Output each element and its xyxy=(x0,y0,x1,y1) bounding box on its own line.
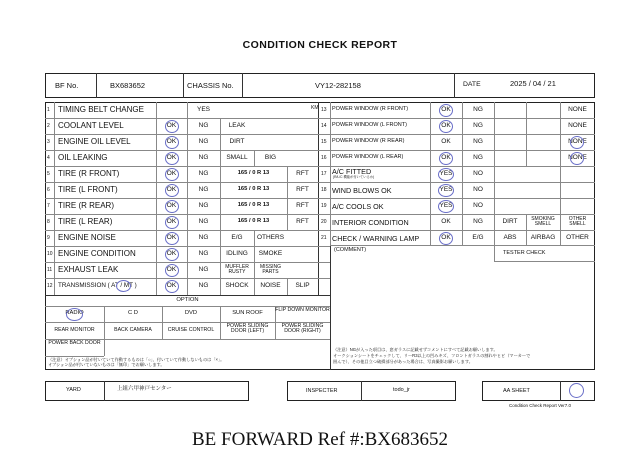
row-number: 11 xyxy=(47,267,53,273)
ng-option: E/G xyxy=(472,234,484,241)
check-item-label: POWER WINDOW (L FRONT) xyxy=(332,122,407,128)
ok-option: YES xyxy=(439,186,453,193)
check-item-sublabel: (R/L/C 機能が付いているか) xyxy=(333,175,375,179)
tire-size-value: 165 / 0 R 13 xyxy=(237,202,270,208)
tire-size-value: 165 / 0 R 13 xyxy=(237,186,270,192)
row-number: 6 xyxy=(47,187,50,193)
inspecter-value: todo_jr xyxy=(393,387,410,393)
option-item: SUN ROOF xyxy=(232,310,263,316)
ok-option: OK xyxy=(441,138,451,145)
ok-selected-circle xyxy=(165,264,179,277)
ng-option: YES xyxy=(196,106,210,113)
row-number: 20 xyxy=(321,219,327,225)
ok-option: OK xyxy=(166,154,177,161)
ok-selected-circle xyxy=(439,232,453,245)
defect-option: SMALL xyxy=(226,154,248,161)
ok-selected-circle xyxy=(165,184,179,197)
aa-sheet-circle-mark xyxy=(569,383,584,398)
chassis-label: CHASSIS No. xyxy=(187,81,234,90)
tester-check-label: TESTER CHECK xyxy=(503,250,546,256)
option-note-2: オプション品が付いていないものは「無印」でお願いします。 xyxy=(48,362,165,367)
ok-selected-circle xyxy=(439,120,453,133)
date-value: 2025 / 04 / 21 xyxy=(510,79,556,88)
ng-note-1: （注意）NGが入った項目は、窓ガラスに記載せずコメントにすべて記載お願いします。 xyxy=(333,347,498,352)
ng-option: NG xyxy=(198,202,209,209)
ng-option: NG xyxy=(198,170,209,177)
defect-option: OTHER xyxy=(566,234,589,241)
ok-option: OK xyxy=(166,202,177,209)
row-number: 16 xyxy=(321,155,327,161)
defect-option: ABS xyxy=(503,234,517,241)
defect-option: LEAK xyxy=(228,122,246,129)
check-item-label: TRANSMISSION ( AT / MT ) xyxy=(58,282,137,289)
check-item-label: POWER WINDOW (L REAR) xyxy=(332,154,404,160)
none-selected-circle xyxy=(570,136,584,149)
row-number: 15 xyxy=(321,139,327,145)
row-number: 1 xyxy=(47,107,50,113)
option-item: POWER BACK DOOR xyxy=(48,340,101,346)
comment-label: (COMMENT) xyxy=(334,247,367,253)
none-option: NONE xyxy=(568,138,587,145)
option-item: CRUISE CONTROL xyxy=(167,327,215,333)
version-label: Condition Check Report Ver7.0 xyxy=(509,403,572,408)
ok-selected-circle xyxy=(165,136,179,149)
check-item-label: POWER WINDOW (R FRONT) xyxy=(332,106,409,112)
defect-option: SMOKE xyxy=(258,250,283,257)
ng-option: NG xyxy=(198,122,209,129)
option-item: DVD xyxy=(184,310,198,316)
row-number: 17 xyxy=(321,171,327,177)
ok-selected-circle xyxy=(165,248,179,261)
ok-option: OK xyxy=(166,170,177,177)
check-item-label: WIND BLOWS OK xyxy=(332,186,392,195)
ok-selected-circle xyxy=(165,216,179,229)
at-selected-circle xyxy=(116,280,131,292)
ok-option: OK xyxy=(166,186,177,193)
ng-option: NG xyxy=(198,218,209,225)
check-item-label: COOLANT LEVEL xyxy=(58,121,124,130)
none-option: NONE xyxy=(568,154,587,161)
ng-option: NG xyxy=(198,250,209,257)
ok-option: OK xyxy=(166,138,177,145)
row-number: 5 xyxy=(47,171,50,177)
ok-selected-circle xyxy=(439,152,453,165)
ok-option: OK xyxy=(441,122,451,129)
defect-option: AIRBAG xyxy=(530,234,556,241)
defect-option: OTHERS xyxy=(256,234,285,241)
option-item: POWER SLIDING DOOR (RIGHT) xyxy=(281,323,324,335)
bf-no-label: BF No. xyxy=(55,81,79,90)
inspecter-label: INSPECTER xyxy=(306,388,338,394)
option-item: REAR MONITOR xyxy=(54,327,95,333)
check-item-label: OIL LEAKING xyxy=(58,153,108,162)
check-item-label: A/C FITTED xyxy=(332,167,372,176)
row-number: 3 xyxy=(47,139,50,145)
option-item: BACK CAMERA xyxy=(114,327,152,333)
check-item-label: ENGINE OIL LEVEL xyxy=(58,137,131,146)
row-number: 7 xyxy=(47,203,50,209)
ok-option: OK xyxy=(166,218,177,225)
check-item-label: TIRE (L REAR) xyxy=(58,217,113,226)
option-item: RADIO xyxy=(65,310,84,316)
defect-option: RFT xyxy=(296,186,309,193)
option-item: C D xyxy=(128,310,138,316)
yes-selected-circle xyxy=(438,168,454,181)
option-item: FLIP DOWN MONITOR xyxy=(275,307,330,313)
option-header: OPTION xyxy=(176,297,199,303)
yard-label: YARD xyxy=(66,387,81,393)
ok-selected-circle xyxy=(165,120,179,133)
ng-option: NG xyxy=(198,282,209,289)
row-number: 9 xyxy=(47,235,50,241)
ok-option: OK xyxy=(166,234,177,241)
ok-option: OK xyxy=(441,218,451,225)
ok-option: OK xyxy=(441,106,451,113)
defect-option: MUFFLER RUSTY xyxy=(225,264,249,276)
ok-option: OK xyxy=(441,234,451,241)
row-number: 4 xyxy=(47,155,50,161)
check-item-label: EXHAUST LEAK xyxy=(58,265,119,274)
yes-selected-circle xyxy=(438,200,454,213)
ok-selected-circle xyxy=(165,280,179,293)
tire-size-value: 165 / 0 R 13 xyxy=(237,218,270,224)
defect-option: RFT xyxy=(296,170,309,177)
defect-option: MISSING PARTS xyxy=(259,264,282,276)
check-item-label: TIRE (R REAR) xyxy=(58,201,114,210)
defect-option: DIRT xyxy=(502,218,518,225)
ok-option: OK xyxy=(166,250,177,257)
defect-option: NOISE xyxy=(260,282,281,289)
check-item-label: ENGINE NOISE xyxy=(58,233,116,242)
watermark-ref: BE FORWARD Ref #:BX683652 xyxy=(192,429,448,450)
ok-option: OK xyxy=(166,282,177,289)
row-number: 12 xyxy=(47,283,53,289)
row-number: 19 xyxy=(321,203,327,209)
aa-sheet-label: AA SHEET xyxy=(503,388,530,394)
ng-option: NG xyxy=(198,154,209,161)
defect-option: SMOKING SMELL xyxy=(531,216,555,228)
ok-selected-circle xyxy=(165,200,179,213)
row-number: 13 xyxy=(321,107,327,113)
ng-option: NG xyxy=(198,186,209,193)
report-title: CONDITION CHECK REPORT xyxy=(242,39,398,51)
defect-option: IDLING xyxy=(226,250,248,257)
yes-selected-circle xyxy=(438,184,454,197)
radio-selected-circle xyxy=(66,308,83,321)
ng-note-3: 囲んで）、その他目立つ破損部分があった場合は、写真撮影お願いします。 xyxy=(333,359,473,364)
check-item-label: POWER WINDOW (R REAR) xyxy=(332,138,405,144)
ng-option: NG xyxy=(198,266,209,273)
defect-option: SLIP xyxy=(295,282,310,289)
defect-option: E/G xyxy=(231,234,243,241)
ng-option: NO xyxy=(473,186,483,193)
check-item-label: ENGINE CONDITION xyxy=(58,249,136,258)
row-number: 8 xyxy=(47,219,50,225)
ok-option: OK xyxy=(166,122,177,129)
check-item-label: TIRE (L FRONT) xyxy=(58,185,118,194)
row-number: 14 xyxy=(321,123,327,129)
row-number: 21 xyxy=(321,235,327,241)
ok-selected-circle xyxy=(165,232,179,245)
ng-option: NG xyxy=(198,234,209,241)
ok-option: OK xyxy=(441,154,451,161)
check-item-label: CHECK / WARNING LAMP xyxy=(332,234,420,243)
ok-option: YES xyxy=(439,170,453,177)
option-note-1: （注意）オプション品が付いていて作動するものは「○」、付いていて作動しないものは「×」。 xyxy=(48,357,225,362)
ng-option: NG xyxy=(473,218,483,225)
ng-option: NG xyxy=(473,154,483,161)
defect-option: RFT xyxy=(296,202,309,209)
none-option: NONE xyxy=(568,122,587,129)
ok-selected-circle xyxy=(439,104,453,117)
option-item: POWER SLIDING DOOR (LEFT) xyxy=(226,323,269,335)
check-item-label: TIRE (R FRONT) xyxy=(58,169,120,178)
ok-option: OK xyxy=(166,266,177,273)
defect-option: RFT xyxy=(296,218,309,225)
chassis-value: VY12-282158 xyxy=(315,81,361,90)
ok-selected-circle xyxy=(165,152,179,165)
check-item-label: INTERIOR CONDITION xyxy=(332,218,409,227)
yard-value: 上組六甲神戸センター xyxy=(117,386,172,392)
row-number: 18 xyxy=(321,187,327,193)
row-number: 10 xyxy=(47,251,53,257)
date-label: DATE xyxy=(463,81,481,88)
ng-option: NG xyxy=(473,138,483,145)
ng-option: NG xyxy=(473,122,483,129)
ng-option: NG xyxy=(198,138,209,145)
check-item-label: TIMING BELT CHANGE xyxy=(58,105,144,114)
defect-option: BIG xyxy=(264,154,277,161)
none-option: NONE xyxy=(568,106,587,113)
defect-option: DIRT xyxy=(229,138,245,145)
tire-size-value: 165 / 0 R 13 xyxy=(237,170,270,176)
bf-no-value: BX683652 xyxy=(110,81,146,90)
none-selected-circle xyxy=(570,152,584,165)
check-item-label: A/C COOLS OK xyxy=(332,202,384,211)
ng-option: NO xyxy=(473,170,483,177)
ng-note-2: オークションシートをチェックして、リーR3以上の凹みキズ、フロントガラスの割れやヒビ（マーカーで xyxy=(333,353,531,358)
defect-option: SHOCK xyxy=(225,282,249,289)
km-label: KM xyxy=(311,105,319,111)
row-number: 2 xyxy=(47,123,50,129)
defect-option: OTHER SMELL xyxy=(568,216,587,228)
ng-option: NO xyxy=(473,202,483,209)
ok-selected-circle xyxy=(165,168,179,181)
ng-option: NG xyxy=(473,106,483,113)
ok-option: YES xyxy=(439,202,453,209)
